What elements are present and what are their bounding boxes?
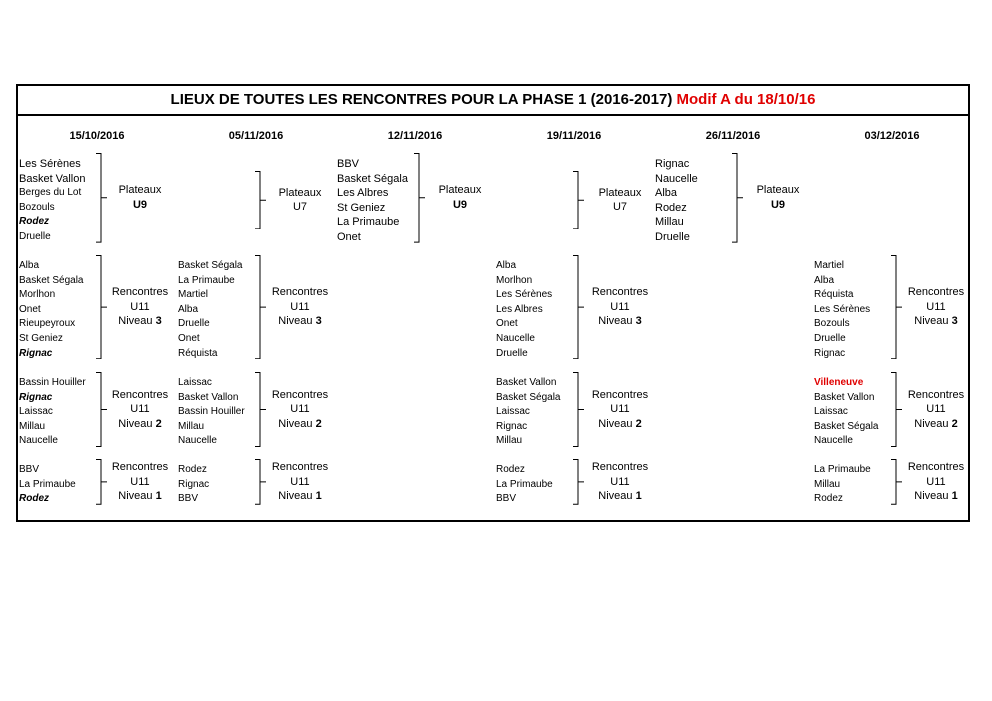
team-name: BBV xyxy=(337,158,360,170)
team-name: Onet xyxy=(337,230,361,243)
category-label xyxy=(592,460,648,504)
team-list xyxy=(814,463,871,507)
team-list xyxy=(496,463,553,507)
level-prefix: Niveau xyxy=(598,315,636,328)
team-name: Rodez xyxy=(496,464,525,475)
team-name: Naucelle xyxy=(19,435,58,447)
category-line: Rencontres xyxy=(271,388,329,401)
bracket-icon xyxy=(889,459,905,505)
team-name: Onet xyxy=(178,332,200,344)
level-line xyxy=(592,314,648,329)
team-name: St Geniez xyxy=(19,332,63,344)
team-name: Basket Vallon xyxy=(814,391,875,403)
level-value: 2 xyxy=(315,417,322,430)
bracket-icon xyxy=(412,153,428,243)
team-name: Druelle xyxy=(178,318,210,330)
team-name: Basket Ségala xyxy=(496,391,561,403)
level-line xyxy=(599,200,642,215)
team-name: Laissac xyxy=(496,406,530,418)
team-name: Alba xyxy=(496,260,517,271)
team-name: La Primaube xyxy=(178,274,235,286)
team-name: Villeneuve xyxy=(814,377,864,388)
title-modif: Modif A du 18/10/16 xyxy=(676,91,816,108)
team-name: Alba xyxy=(178,303,199,315)
level-prefix: Niveau xyxy=(914,315,952,328)
level-value: 1 xyxy=(635,490,642,503)
category-line: Rencontres xyxy=(111,388,169,401)
category-line: Rencontres xyxy=(591,388,649,401)
level-line xyxy=(272,489,328,504)
team-list xyxy=(337,157,408,245)
team-name: Martiel xyxy=(178,289,209,301)
bracket-icon xyxy=(94,153,110,243)
date-header: 26/11/2016 xyxy=(705,130,761,142)
bracket-icon xyxy=(571,171,587,229)
level-line xyxy=(272,417,328,432)
category-label xyxy=(279,186,322,215)
level-line xyxy=(119,198,162,213)
bracket-icon xyxy=(253,255,269,359)
date-header: 19/11/2016 xyxy=(546,130,602,142)
level-value: U7 xyxy=(292,201,308,214)
category-line: Plateaux xyxy=(598,186,642,199)
category-line: Rencontres xyxy=(591,461,649,473)
level-prefix: Niveau xyxy=(118,490,156,503)
category-line: U11 xyxy=(130,403,150,416)
level-value: 2 xyxy=(951,417,958,430)
team-name: Millau xyxy=(655,216,684,229)
level-prefix: Niveau xyxy=(598,417,636,430)
category-line: Plateaux xyxy=(278,186,322,199)
category-line: Plateaux xyxy=(438,184,482,197)
category-line: Rencontres xyxy=(111,461,169,473)
category-label xyxy=(112,285,168,329)
bracket-icon xyxy=(889,372,905,447)
bracket-icon xyxy=(94,459,110,505)
team-name: Basket Vallon xyxy=(496,377,557,388)
team-name: Rignac xyxy=(19,347,53,359)
category-line: U11 xyxy=(130,475,150,488)
category-line: U11 xyxy=(926,300,946,313)
level-line xyxy=(439,198,482,213)
level-line xyxy=(908,417,964,432)
team-name: Naucelle xyxy=(814,435,853,447)
level-value: 2 xyxy=(635,417,642,430)
team-list xyxy=(496,259,552,361)
bracket-icon xyxy=(94,255,110,359)
category-label xyxy=(112,460,168,504)
team-name: Rodez xyxy=(655,201,687,214)
category-line: U11 xyxy=(290,475,310,488)
category-label xyxy=(908,285,964,329)
team-name: Basket Ségala xyxy=(19,274,84,286)
category-line: Rencontres xyxy=(907,286,965,299)
team-name: Basket Ségala xyxy=(178,260,243,271)
team-name: Les Sérènes xyxy=(19,158,81,170)
level-value: 3 xyxy=(315,315,322,328)
bracket-icon xyxy=(730,153,746,243)
level-prefix: Niveau xyxy=(914,417,952,430)
level-value: U9 xyxy=(452,198,468,211)
category-label xyxy=(272,285,328,329)
team-name: Basket Ségala xyxy=(337,172,408,185)
team-name: Naucelle xyxy=(496,332,535,344)
team-list xyxy=(178,259,243,361)
team-list xyxy=(655,157,698,245)
team-name: Morlhon xyxy=(496,274,533,286)
page-title xyxy=(18,86,968,116)
category-label xyxy=(272,460,328,504)
level-value: U9 xyxy=(770,198,786,211)
level-value: U7 xyxy=(612,201,628,214)
level-line xyxy=(592,417,648,432)
team-name: Les Sérènes xyxy=(496,289,553,301)
bracket-icon xyxy=(253,372,269,447)
date-header: 05/11/2016 xyxy=(228,130,284,142)
category-label xyxy=(908,388,964,432)
level-line xyxy=(112,314,168,329)
team-name: Laissac xyxy=(814,406,848,418)
team-name: Alba xyxy=(655,187,678,200)
date-header: 15/10/2016 xyxy=(69,130,125,142)
bracket-icon xyxy=(253,171,269,229)
category-label xyxy=(439,183,482,212)
team-list xyxy=(19,157,85,245)
team-name: Rieupeyroux xyxy=(19,318,76,330)
team-name: Rodez xyxy=(19,493,49,505)
team-name: La Primaube xyxy=(19,478,76,490)
team-name: Rignac xyxy=(178,478,210,490)
level-prefix: Niveau xyxy=(598,490,636,503)
team-list xyxy=(19,463,76,507)
team-name: Druelle xyxy=(19,230,51,242)
level-prefix: Niveau xyxy=(118,315,156,328)
category-line: U11 xyxy=(926,403,946,416)
team-name: BBV xyxy=(19,464,40,475)
level-line xyxy=(279,200,322,215)
category-label xyxy=(272,388,328,432)
team-list xyxy=(496,376,561,449)
team-list xyxy=(178,463,209,507)
category-line: U11 xyxy=(130,300,150,313)
team-name: Les Albres xyxy=(337,187,389,200)
level-value: U9 xyxy=(132,198,148,211)
level-line xyxy=(112,417,168,432)
bracket-icon xyxy=(253,459,269,505)
level-line xyxy=(272,314,328,329)
team-name: Alba xyxy=(19,260,40,271)
category-label xyxy=(908,460,964,504)
team-name: Bozouls xyxy=(19,201,55,213)
category-line: Plateaux xyxy=(118,184,162,197)
team-list xyxy=(19,376,86,449)
team-name: Bozouls xyxy=(814,318,850,330)
team-name: Laissac xyxy=(178,377,212,388)
team-name: La Primaube xyxy=(814,464,871,475)
date-header: 12/11/2016 xyxy=(387,130,443,142)
team-name: Onet xyxy=(19,303,41,315)
category-label xyxy=(757,183,800,212)
team-name: Basket Vallon xyxy=(19,172,86,185)
team-name: Druelle xyxy=(655,230,690,243)
category-line: Rencontres xyxy=(907,461,965,473)
team-name: Rodez xyxy=(19,216,49,228)
date-header: 03/12/2016 xyxy=(864,130,920,142)
team-name: Les Albres xyxy=(496,303,543,315)
category-line: U11 xyxy=(926,475,946,488)
team-name: Rignac xyxy=(655,158,690,170)
team-name: Bassin Houiller xyxy=(19,377,86,388)
category-label xyxy=(599,186,642,215)
level-line xyxy=(112,489,168,504)
level-value: 2 xyxy=(155,417,162,430)
level-value: 1 xyxy=(951,490,958,503)
category-line: U11 xyxy=(610,300,630,313)
level-prefix: Niveau xyxy=(278,315,316,328)
bracket-icon xyxy=(94,372,110,447)
level-prefix: Niveau xyxy=(278,490,316,503)
team-list xyxy=(19,259,84,361)
category-label xyxy=(592,285,648,329)
team-name: Millau xyxy=(496,435,523,447)
level-value: 3 xyxy=(635,315,642,328)
team-name: Onet xyxy=(496,318,518,330)
team-name: Les Sérènes xyxy=(814,303,871,315)
team-name: Naucelle xyxy=(655,172,698,185)
team-name: Berges du Lot xyxy=(19,187,82,199)
bracket-icon xyxy=(571,255,587,359)
team-name: Basket Vallon xyxy=(178,391,239,403)
level-value: 1 xyxy=(155,490,162,503)
team-name: Rignac xyxy=(19,391,53,403)
level-line xyxy=(908,314,964,329)
category-line: Plateaux xyxy=(756,184,800,197)
team-name: Basket Ségala xyxy=(814,420,879,432)
level-line xyxy=(757,198,800,213)
category-label xyxy=(592,388,648,432)
team-name: Millau xyxy=(814,478,841,490)
team-name: Martiel xyxy=(814,260,845,271)
title-main: LIEUX DE TOUTES LES RENCONTRES POUR LA PHASE 1 (2016-2017) xyxy=(170,91,673,108)
category-label xyxy=(119,183,162,212)
team-name: La Primaube xyxy=(496,478,553,490)
team-name: Millau xyxy=(178,420,205,432)
team-name: Laissac xyxy=(19,406,53,418)
team-list xyxy=(814,259,870,361)
team-name: BBV xyxy=(496,493,517,505)
team-name: Alba xyxy=(814,274,835,286)
category-line: Rencontres xyxy=(271,461,329,473)
level-prefix: Niveau xyxy=(118,417,156,430)
team-name: Réquista xyxy=(814,289,854,301)
bracket-icon xyxy=(571,372,587,447)
team-name: Druelle xyxy=(496,347,528,359)
category-line: U11 xyxy=(610,403,630,416)
team-name: Druelle xyxy=(814,332,846,344)
category-line: U11 xyxy=(290,403,310,416)
level-value: 3 xyxy=(951,315,958,328)
category-line: Rencontres xyxy=(907,388,965,401)
bracket-icon xyxy=(889,255,905,359)
team-name: Rignac xyxy=(814,347,846,359)
team-name: Rodez xyxy=(814,493,843,505)
team-name: Millau xyxy=(19,420,46,432)
category-line: Rencontres xyxy=(591,286,649,299)
category-line: U11 xyxy=(610,475,630,488)
category-line: U11 xyxy=(290,300,310,313)
team-name: La Primaube xyxy=(337,216,400,229)
team-name: Morlhon xyxy=(19,289,56,301)
category-line: Rencontres xyxy=(271,286,329,299)
level-value: 1 xyxy=(315,490,322,503)
level-value: 3 xyxy=(155,315,162,328)
bracket-icon xyxy=(571,459,587,505)
team-name: Naucelle xyxy=(178,435,217,447)
level-line xyxy=(592,489,648,504)
category-label xyxy=(112,388,168,432)
team-name: Rodez xyxy=(178,464,207,475)
level-prefix: Niveau xyxy=(914,490,952,503)
team-name: Bassin Houiller xyxy=(178,406,245,418)
team-list xyxy=(814,376,879,449)
level-prefix: Niveau xyxy=(278,417,316,430)
category-line: Rencontres xyxy=(111,286,169,299)
team-name: Réquista xyxy=(178,347,218,359)
team-name: St Geniez xyxy=(337,201,386,214)
team-list xyxy=(178,376,245,449)
level-line xyxy=(908,489,964,504)
team-name: Rignac xyxy=(496,420,528,432)
team-name: BBV xyxy=(178,493,199,505)
